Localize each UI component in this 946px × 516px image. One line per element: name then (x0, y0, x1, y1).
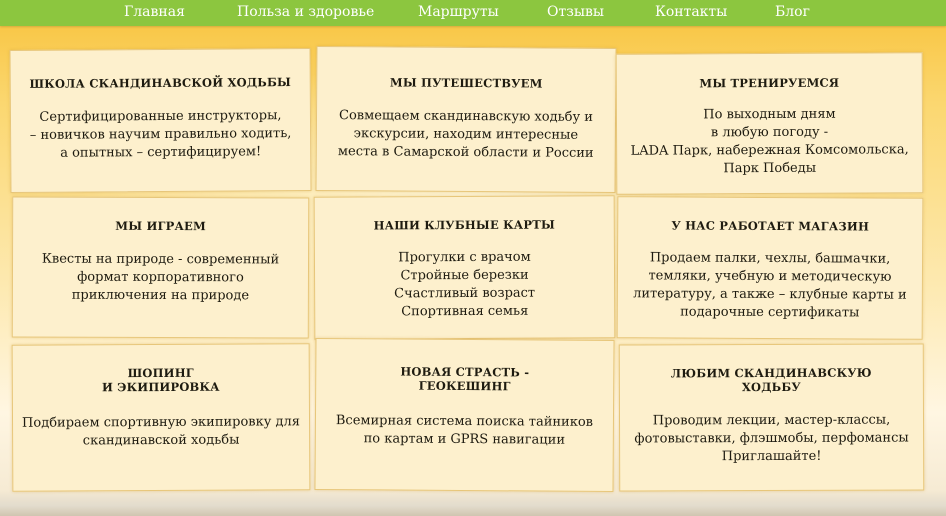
card-text: По выходным дням в любую погоду - LADA Парк, набережная Комсомольска, Парк Победы (630, 106, 909, 177)
card-shopping[interactable] (12, 343, 311, 492)
nav-home[interactable]: Главная (124, 4, 185, 20)
card-games[interactable] (12, 196, 309, 338)
top-navigation (0, 0, 946, 26)
nav-contacts[interactable]: Контакты (655, 4, 728, 20)
card-text: Сертифицированные инструкторы, – новичков научим правильно ходить, а опытных – сертифицируем! (29, 108, 292, 161)
card-text: Всемирная система поиска тайников по картам и GPRS навигации (335, 413, 594, 448)
card-club-cards[interactable] (314, 195, 616, 340)
card-text: Проводим лекции, мастер-классы, фотовыставки, флэшмобы, перфомансы Приглашайте! (634, 412, 909, 465)
card-title: МЫ ТРЕНИРУЕМСЯ (699, 75, 840, 91)
card-text: Квесты на природе - современный формат корпоративного приключения на природе (41, 251, 280, 304)
card-text: Совмещаем скандинавскую ходьбу и экскурсии, находим интересные места в Самарской области и России (337, 108, 594, 161)
card-geocaching[interactable] (314, 338, 614, 492)
card-text: Прогулки с врачом Стройные березки Счастливый возраст Спортивная семья (394, 249, 536, 320)
card-travel[interactable] (315, 46, 616, 193)
card-title: МЫ ИГРАЕМ (115, 218, 206, 234)
card-title: У НАС РАБОТАЕТ МАГАЗИН (671, 218, 870, 234)
card-text: Подбираем спортивную экипировку для скандинавской ходьбы (22, 414, 301, 449)
card-love-walking[interactable] (619, 343, 925, 491)
nav-benefits[interactable]: Польза и здоровье (237, 4, 375, 20)
card-training[interactable] (616, 52, 924, 195)
card-school[interactable] (10, 48, 312, 193)
card-title: ШОПИНГ И ЭКИПИРОВКА (101, 365, 220, 395)
card-title: НАШИ КЛУБНЫЕ КАРТЫ (373, 217, 556, 233)
card-title: ШКОЛА СКАНДИНАВСКОЙ ХОДЬБЫ (29, 75, 292, 91)
card-text: Продаем палки, чехлы, башмачки, темляки, учебную и методическую литературу, а также – клубные карты и подарочные сертификаты (633, 250, 907, 321)
card-title: НОВАЯ СТРАСТЬ - ГЕОКЕШИНГ (400, 364, 530, 394)
bottom-decoration (0, 490, 946, 516)
card-title: ЛЮБИМ СКАНДИНАВСКУЮ ХОДЬБУ (670, 365, 872, 395)
nav-blog[interactable]: Блог (775, 4, 810, 20)
card-shop[interactable] (617, 196, 924, 340)
nav-reviews[interactable]: Отзывы (547, 4, 605, 20)
card-title: МЫ ПУТЕШЕСТВУЕМ (389, 75, 543, 91)
nav-routes[interactable]: Маршруты (418, 4, 499, 20)
